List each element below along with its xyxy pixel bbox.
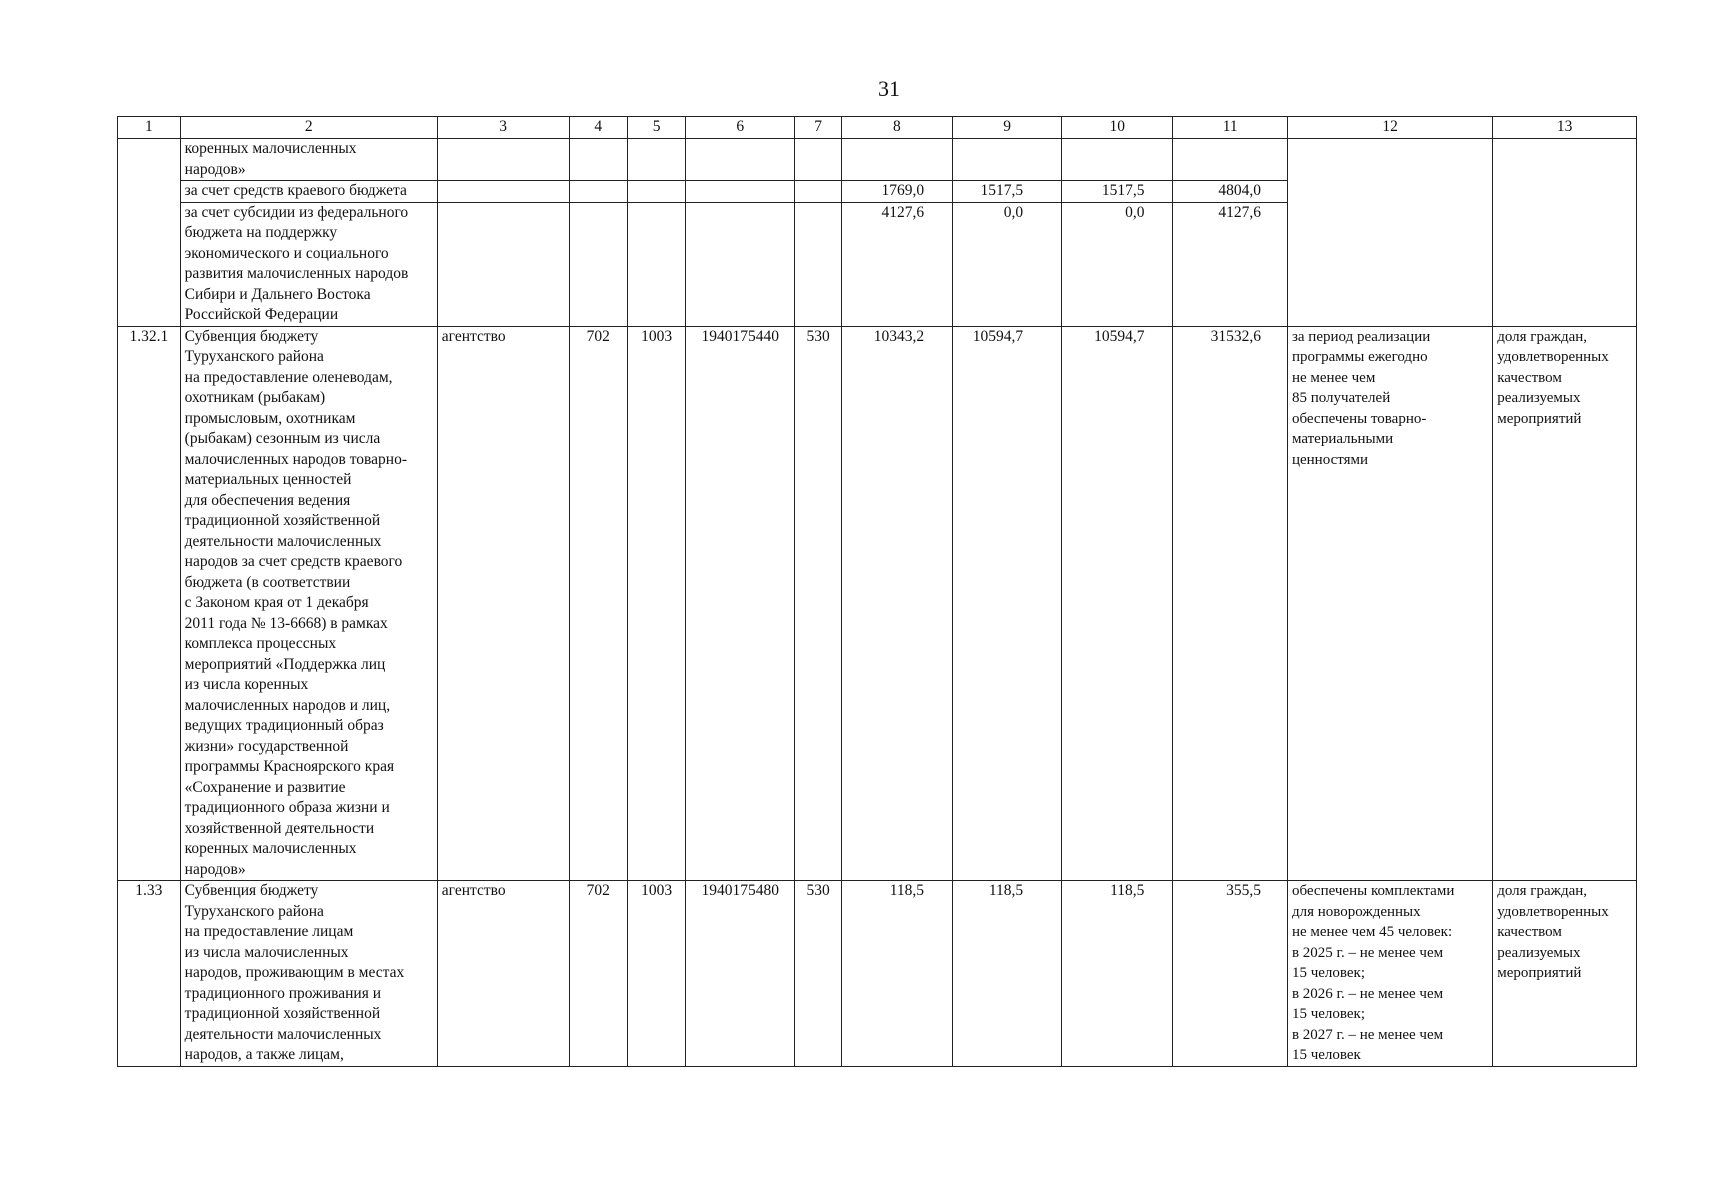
table-row: [118, 881, 1637, 1067]
row-number: 1.33: [118, 881, 181, 1067]
executor-cell: агентство: [437, 326, 569, 881]
table-row: [118, 326, 1637, 881]
column-header: 6: [686, 117, 795, 139]
code-cell: 702: [569, 881, 627, 1067]
amount-2027: 1517,5: [1062, 181, 1173, 203]
amount-2026: 0,0: [953, 202, 1062, 326]
column-header: 8: [841, 117, 952, 139]
budget-table: [117, 116, 1637, 1067]
indicator-cell: [1493, 139, 1637, 327]
page-number: 31: [878, 76, 900, 101]
amount-2027: 118,5: [1062, 881, 1173, 1067]
column-header: 9: [953, 117, 1062, 139]
code-cell: 530: [795, 881, 841, 1067]
column-header: 12: [1287, 117, 1492, 139]
code-cell: 1003: [627, 881, 685, 1067]
description-cell: Субвенция бюджету Туруханского района на предоставление лицам из числа малочисленных народов, проживающим в местах традиционного проживания и традиционной хозяйственной деятельности малочисленных народов, а также лицам,: [180, 881, 437, 1067]
code-cell: 702: [569, 326, 627, 881]
table-row: [118, 139, 1637, 181]
amount-2026: 1517,5: [953, 181, 1062, 203]
column-header: 7: [795, 117, 841, 139]
funding-source-label: за счет средств краевого бюджета: [180, 181, 437, 203]
code-cell: 1003: [627, 326, 685, 881]
column-header: 11: [1173, 117, 1288, 139]
column-header: 2: [180, 117, 437, 139]
code-cell: 1940175440: [686, 326, 795, 881]
row-number-cell: [118, 139, 181, 327]
column-header: 10: [1062, 117, 1173, 139]
amount-total: 4804,0: [1173, 181, 1288, 203]
amount-2027: 0,0: [1062, 202, 1173, 326]
funding-source-label: за счет субсидии из федерального бюджета на поддержку экономического и социального развития малочисленных народов Сибири и Дальнего Востока Российской Федерации: [180, 202, 437, 326]
amount-2026: 118,5: [953, 881, 1062, 1067]
amount-2027: 10594,7: [1062, 326, 1173, 881]
indicator-cell: доля граждан, удовлетворенных качеством реализуемых мероприятий: [1493, 881, 1637, 1067]
description-cell: Субвенция бюджету Туруханского района на предоставление оленеводам, охотникам (рыбакам) промысловым, охотникам (рыбакам) сезонным из числа малочисленных народов товарно- материальных ценностей для обеспечения ведения традиционной хозяйственной деятельности малочисленных народов за счет средств краевого бюджета (в соответствии с Законом края от 1 декабря 2011 года № 13-6668) в рамках комплекса процессных мероприятий «Поддержка лиц из числа коренных малочисленных народов и лиц, ведущих традиционный образ жизни» государственной программы Красноярского края «Сохранение и развитие традиционного образа жизни и хозяйственной деятельности коренных малочисленных народов»: [180, 326, 437, 881]
amount-total: 31532,6: [1173, 326, 1288, 881]
column-header: 4: [569, 117, 627, 139]
amount-total: 355,5: [1173, 881, 1288, 1067]
indicator-cell: доля граждан, удовлетворенных качеством реализуемых мероприятий: [1493, 326, 1637, 881]
column-header: 3: [437, 117, 569, 139]
amount-2025: 4127,6: [841, 202, 952, 326]
amount-2025: 1769,0: [841, 181, 952, 203]
result-cell: [1287, 139, 1492, 327]
code-cell: 1940175480: [686, 881, 795, 1067]
result-cell: обеспечены комплектами для новорожденных не менее чем 45 человек: в 2025 г. – не менее чем 15 человек; в 2026 г. – не менее чем 15 человек; в 2027 г. – не менее чем 15 человек: [1287, 881, 1492, 1067]
amount-total: 4127,6: [1173, 202, 1288, 326]
row-number: 1.32.1: [118, 326, 181, 881]
header-row: [118, 117, 1637, 139]
description-cell: коренных малочисленных народов»: [180, 139, 437, 181]
column-header: 5: [627, 117, 685, 139]
amount-2026: 10594,7: [953, 326, 1062, 881]
amount-2025: 10343,2: [841, 326, 952, 881]
column-header: 13: [1493, 117, 1637, 139]
executor-cell: агентство: [437, 881, 569, 1067]
result-cell: за период реализации программы ежегодно не менее чем 85 получателей обеспечены товарно- материальными ценностями: [1287, 326, 1492, 881]
amount-2025: 118,5: [841, 881, 952, 1067]
code-cell: 530: [795, 326, 841, 881]
column-header: 1: [118, 117, 181, 139]
